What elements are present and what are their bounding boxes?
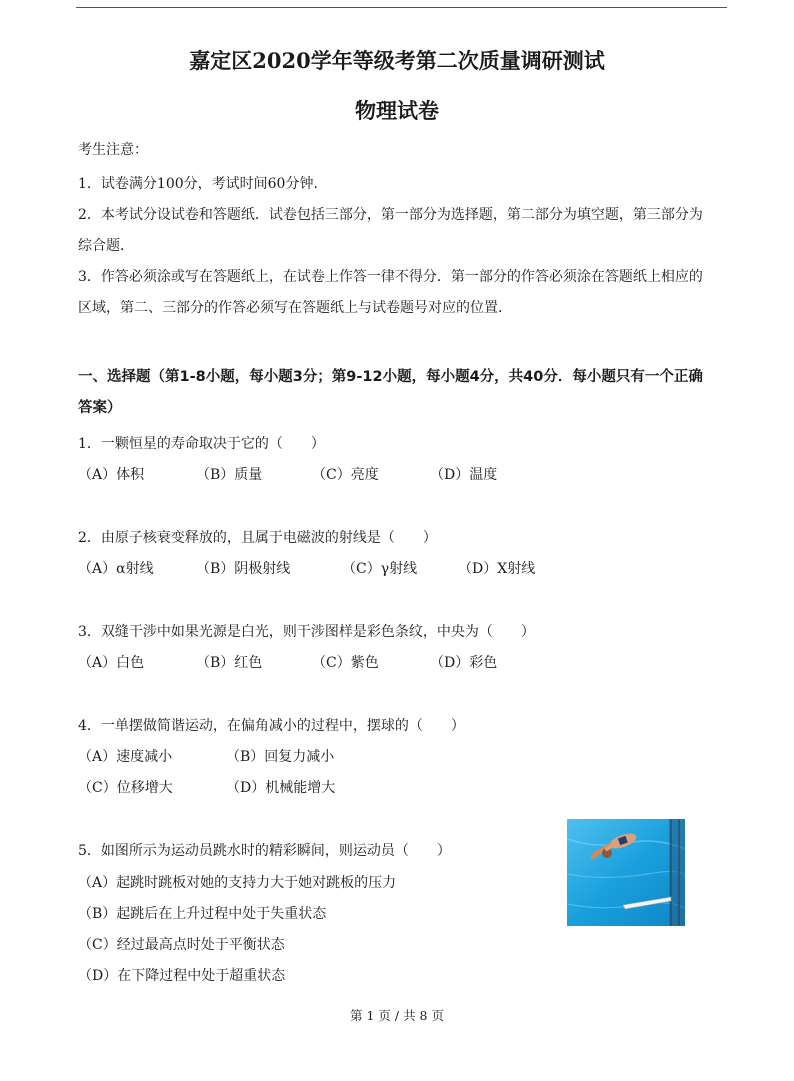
question-5-stem: 5．如图所示为运动员跳水时的精彩瞬间，则运动员（ ）	[78, 843, 451, 859]
option-a: （A）速度减小	[78, 749, 173, 765]
option-d: （D）机械能增大	[226, 780, 336, 796]
notice-item-2-cont: 综合题．	[78, 238, 134, 254]
option-a: （A）α射线	[78, 561, 154, 577]
notice-item-3-cont: 区域，第二、三部分的作答必须写在答题纸上与试卷题号对应的位置．	[78, 300, 512, 316]
option-d: （D）X射线	[458, 561, 536, 577]
diver-illustration	[567, 819, 685, 926]
question-5-option-a: （A）起跳时跳板对她的支持力大于她对跳板的压力	[78, 875, 397, 891]
option-b: （B）回复力减小	[226, 749, 335, 765]
option-c: （C）亮度	[312, 467, 379, 483]
question-2-stem: 2．由原子核衰变释放的，且属于电磁波的射线是（ ）	[78, 530, 437, 546]
option-d: （D）彩色	[430, 655, 498, 671]
option-b: （B）红色	[196, 655, 263, 671]
question-4-stem: 4．一单摆做简谐运动，在偏角减小的过程中，摆球的（ ）	[78, 718, 465, 734]
question-1-stem: 1．一颗恒星的寿命取决于它的（ ）	[78, 436, 325, 452]
top-divider	[76, 7, 727, 8]
section-heading: 一、选择题（第1-8小题，每小题3分；第9-12小题，每小题4分，共40分．每小题只有一个正确	[78, 369, 703, 385]
notice-item-1: 1．试卷满分100分，考试时间60分钟．	[78, 176, 328, 192]
option-a: （A）白色	[78, 655, 145, 671]
option-c: （C）γ射线	[342, 561, 418, 577]
question-5-option-b: （B）起跳后在上升过程中处于失重状态	[78, 906, 327, 922]
question-5-option-c: （C）经过最高点时处于平衡状态	[78, 937, 285, 953]
option-d: （D）温度	[430, 467, 498, 483]
notice-heading: 考生注意：	[78, 142, 148, 158]
notice-item-2: 2．本考试分设试卷和答题纸．试卷包括三部分，第一部分为选择题，第二部分为填空题，第三部分为	[78, 207, 703, 223]
notice-item-3: 3．作答必须涂或写在答题纸上，在试卷上作答一律不得分．第一部分的作答必须涂在答题纸上相应的	[78, 269, 703, 285]
diver-photo	[567, 819, 685, 926]
exam-subtitle: 物理试卷	[355, 98, 439, 123]
exam-title: 嘉定区2020学年等级考第二次质量调研测试	[189, 48, 605, 73]
question-5-option-d: （D）在下降过程中处于超重状态	[78, 968, 286, 984]
page-footer: 第 1 页 / 共 8 页	[350, 1008, 444, 1023]
option-c: （C）位移增大	[78, 780, 173, 796]
question-3-stem: 3．双缝干涉中如果光源是白光，则干涉图样是彩色条纹，中央为（ ）	[78, 624, 535, 640]
option-c: （C）紫色	[312, 655, 379, 671]
section-heading-cont: 答案）	[78, 400, 122, 416]
option-b: （B）质量	[196, 467, 263, 483]
option-b: （B）阴极射线	[196, 561, 291, 577]
option-a: （A）体积	[78, 467, 145, 483]
